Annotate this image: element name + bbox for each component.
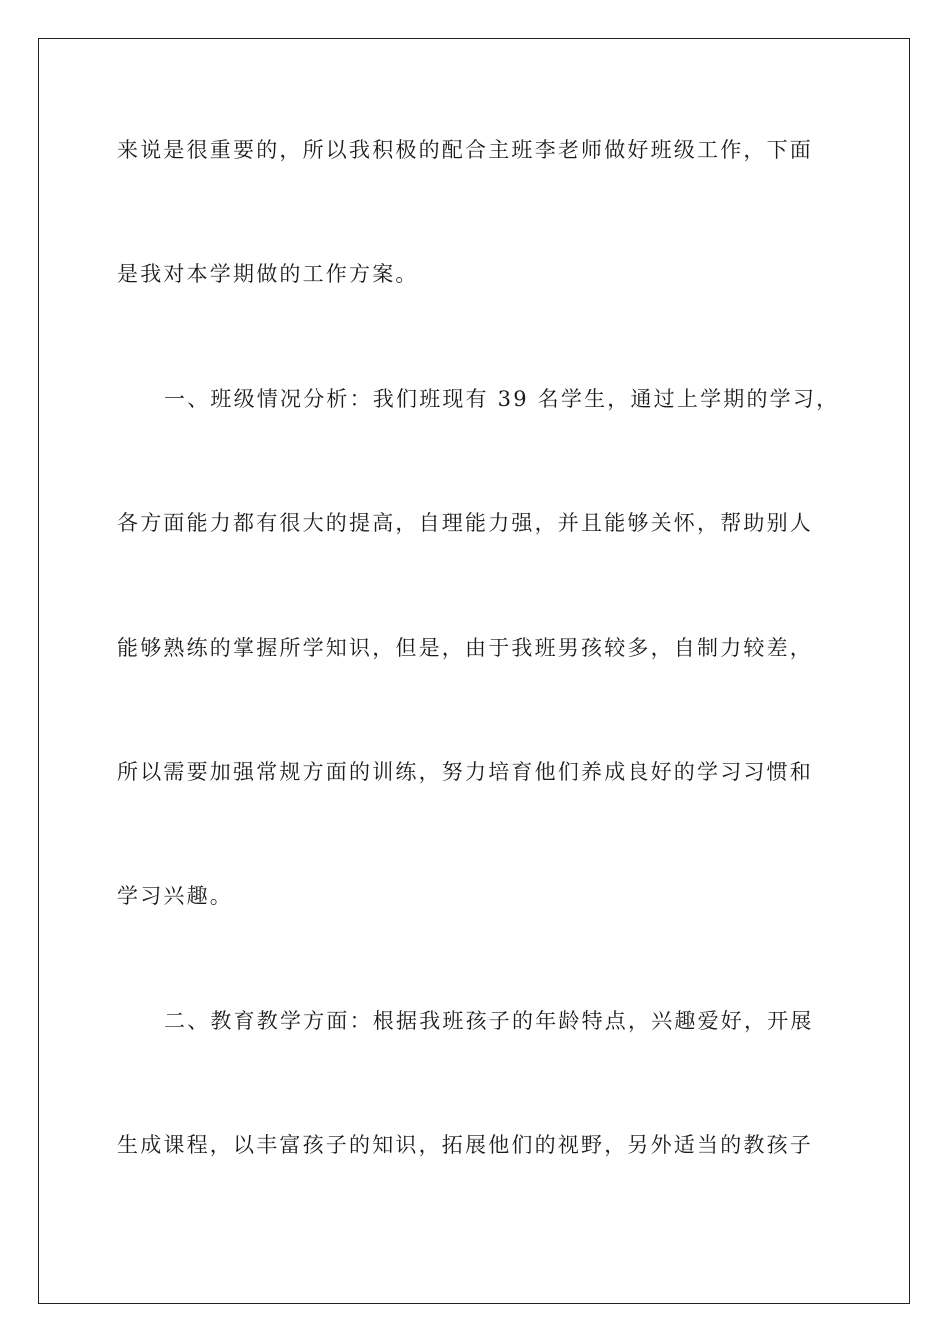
section-1-heading-line: 一、班级情况分析：我们班现有 39 名学生，通过上学期的学习， <box>164 387 840 411</box>
section-2-heading-line: 二、教育教学方面：根据我班孩子的年龄特点，兴趣爱好，开展 <box>164 1009 814 1033</box>
paragraph-line-9: 生成课程，以丰富孩子的知识，拓展他们的视野，另外适当的教孩子 <box>117 1133 813 1157</box>
page-border <box>38 38 910 1304</box>
paragraph-line-5: 能够熟练的掌握所学知识，但是，由于我班男孩较多，自制力较差， <box>117 636 813 660</box>
paragraph-line-1: 来说是很重要的，所以我积极的配合主班李老师做好班级工作，下面 <box>117 138 813 162</box>
paragraph-line-7: 学习兴趣。 <box>117 884 233 908</box>
paragraph-line-4: 各方面能力都有很大的提高，自理能力强，并且能够关怀，帮助别人 <box>117 511 813 535</box>
paragraph-line-2: 是我对本学期做的工作方案。 <box>117 262 419 286</box>
paragraph-line-6: 所以需要加强常规方面的训练，努力培育他们养成良好的学习习惯和 <box>117 760 813 784</box>
